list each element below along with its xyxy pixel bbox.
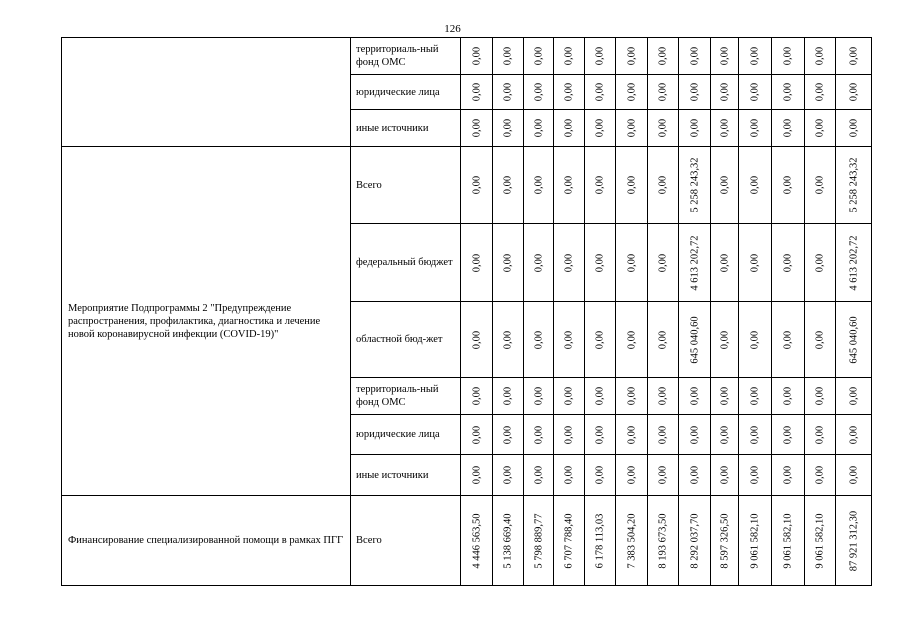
value-text: 0,00 <box>563 330 575 349</box>
value-cell <box>679 38 711 75</box>
value-cell <box>836 302 872 378</box>
value-text: 0,00 <box>533 425 544 444</box>
value-cell <box>772 147 805 224</box>
value-text: 0,00 <box>749 46 761 66</box>
value-text: 0,00 <box>626 82 637 102</box>
value-cell <box>739 415 772 455</box>
value-cell <box>679 147 711 224</box>
value-cell <box>772 38 805 75</box>
value-text: 8 597 326,50 <box>719 512 730 569</box>
value-text: 8 292 037,70 <box>689 512 700 569</box>
value-text: 4 613 202,72 <box>689 234 700 291</box>
value-text: 0,00 <box>657 118 669 138</box>
value-text: 5 138 669,40 <box>502 512 514 569</box>
value-cell <box>648 455 679 496</box>
value-text: 5 798 889,77 <box>533 512 544 569</box>
value-cell <box>524 415 554 455</box>
value-text: 0,00 <box>848 118 859 138</box>
value-cell <box>524 38 554 75</box>
value-text: 0,00 <box>814 46 826 66</box>
value-text: 0,00 <box>626 465 637 485</box>
value-text: 0,00 <box>657 465 669 485</box>
value-cell <box>493 75 524 110</box>
value-cell <box>461 147 493 224</box>
value-text: 0,00 <box>502 386 514 406</box>
value-cell <box>585 302 616 378</box>
value-cell <box>805 302 836 378</box>
value-text: 6 178 113,03 <box>594 513 606 568</box>
value-cell <box>772 110 805 147</box>
value-cell <box>616 75 648 110</box>
value-cell <box>711 455 739 496</box>
value-cell <box>493 110 524 147</box>
funding-source-cell: Всего <box>351 496 461 586</box>
value-cell <box>836 378 872 415</box>
value-text: 0,00 <box>563 175 575 195</box>
value-cell <box>461 224 493 302</box>
value-text: 0,00 <box>657 386 669 406</box>
value-cell <box>616 415 648 455</box>
value-cell <box>836 224 872 302</box>
value-cell <box>679 378 711 415</box>
value-text: 0,00 <box>533 46 544 66</box>
value-text: 0,00 <box>502 175 514 195</box>
value-cell <box>554 455 585 496</box>
value-text: 0,00 <box>594 425 606 444</box>
value-cell <box>836 38 872 75</box>
activity-name-cell: Финансирование специализированной помощи в рамках ПГГ <box>62 496 351 586</box>
value-text: 0,00 <box>626 386 637 406</box>
value-cell <box>493 224 524 302</box>
value-text: 0,00 <box>594 465 606 485</box>
value-cell <box>461 110 493 147</box>
value-cell <box>772 224 805 302</box>
value-text: 0,00 <box>657 330 669 349</box>
table-row <box>62 147 872 224</box>
value-cell <box>493 302 524 378</box>
value-text: 4 446 563,50 <box>471 512 482 569</box>
page-number: 126 <box>444 23 461 35</box>
value-cell <box>739 110 772 147</box>
value-text: 0,00 <box>719 82 730 102</box>
value-text: 0,00 <box>782 253 794 272</box>
value-text: 0,00 <box>626 253 637 272</box>
value-text: 0,00 <box>749 253 761 272</box>
value-text: 0,00 <box>533 330 544 349</box>
value-cell <box>585 224 616 302</box>
value-text: 0,00 <box>719 253 730 272</box>
value-cell <box>524 496 554 586</box>
value-cell <box>616 302 648 378</box>
value-text: 0,00 <box>749 386 761 406</box>
value-text: 0,00 <box>719 46 730 66</box>
value-cell <box>585 378 616 415</box>
value-text: 8 193 673,50 <box>657 512 669 569</box>
value-text: 0,00 <box>626 118 637 138</box>
value-cell <box>772 455 805 496</box>
value-cell <box>554 496 585 586</box>
value-cell <box>554 147 585 224</box>
value-cell <box>805 38 836 75</box>
value-cell <box>461 302 493 378</box>
value-text: 0,00 <box>689 425 700 444</box>
value-text: 0,00 <box>749 82 761 102</box>
value-cell <box>648 378 679 415</box>
value-text: 0,00 <box>471 118 482 138</box>
value-text: 0,00 <box>689 46 700 66</box>
funding-source-cell: территориаль-ный фонд ОМС <box>351 378 461 415</box>
value-text: 0,00 <box>657 253 669 272</box>
value-cell <box>739 147 772 224</box>
value-cell <box>616 147 648 224</box>
value-cell <box>554 302 585 378</box>
value-text: 0,00 <box>689 82 700 102</box>
value-text: 0,00 <box>848 46 859 66</box>
value-cell <box>524 224 554 302</box>
value-text: 0,00 <box>749 175 761 195</box>
activity-name-cell: Мероприятие Подпрограммы 2 "Предупреждение распространения, профилактика, диагностика и лечение новой коронавирусной инфекции (COVID-19)" <box>62 147 351 496</box>
table-row <box>62 496 872 586</box>
value-text: 0,00 <box>533 118 544 138</box>
value-cell <box>711 224 739 302</box>
value-cell <box>648 496 679 586</box>
value-cell <box>493 455 524 496</box>
value-cell <box>739 75 772 110</box>
value-text: 0,00 <box>563 253 575 272</box>
value-text: 0,00 <box>657 46 669 66</box>
value-cell <box>585 496 616 586</box>
value-text: 0,00 <box>533 465 544 485</box>
value-text: 0,00 <box>749 465 761 485</box>
value-cell <box>648 147 679 224</box>
value-cell <box>805 378 836 415</box>
value-text: 0,00 <box>719 425 730 444</box>
value-text: 0,00 <box>471 175 482 195</box>
value-text: 0,00 <box>594 46 606 66</box>
value-text: 0,00 <box>502 118 514 138</box>
value-text: 0,00 <box>471 425 482 444</box>
funding-source-cell: иные источники <box>351 110 461 147</box>
value-cell <box>585 415 616 455</box>
value-text: 0,00 <box>594 253 606 272</box>
value-cell <box>739 302 772 378</box>
value-cell <box>616 496 648 586</box>
value-text: 0,00 <box>814 465 826 485</box>
value-cell <box>679 302 711 378</box>
funding-source-cell: федеральный бюджет <box>351 224 461 302</box>
value-text: 0,00 <box>563 118 575 138</box>
value-text: 0,00 <box>563 386 575 406</box>
value-text: 0,00 <box>533 253 544 272</box>
value-cell <box>461 415 493 455</box>
value-cell <box>554 110 585 147</box>
value-cell <box>493 147 524 224</box>
value-text: 0,00 <box>814 386 826 406</box>
value-text: 9 061 582,10 <box>814 512 826 569</box>
value-text: 0,00 <box>689 118 700 138</box>
value-text: 645 040,60 <box>848 315 859 364</box>
funding-source-cell: областной бюд-жет <box>351 302 461 378</box>
value-cell <box>836 415 872 455</box>
value-cell <box>805 455 836 496</box>
value-text: 0,00 <box>749 330 761 349</box>
value-text: 0,00 <box>563 465 575 485</box>
value-cell <box>524 110 554 147</box>
value-cell <box>554 38 585 75</box>
value-cell <box>524 378 554 415</box>
value-cell <box>616 110 648 147</box>
value-cell <box>772 378 805 415</box>
value-text: 0,00 <box>689 386 700 406</box>
value-cell <box>554 224 585 302</box>
budget-table <box>61 37 872 586</box>
value-cell <box>493 38 524 75</box>
value-text: 0,00 <box>782 386 794 406</box>
funding-source-cell: юридические лица <box>351 75 461 110</box>
value-cell <box>648 224 679 302</box>
value-text: 0,00 <box>594 386 606 406</box>
funding-source-cell: территориаль-ный фонд ОМС <box>351 38 461 75</box>
value-cell <box>739 455 772 496</box>
value-text: 0,00 <box>471 330 482 349</box>
value-cell <box>554 75 585 110</box>
value-cell <box>679 496 711 586</box>
value-text: 0,00 <box>471 465 482 485</box>
value-cell <box>493 378 524 415</box>
value-text: 0,00 <box>563 425 575 444</box>
value-text: 87 921 312,30 <box>848 510 859 571</box>
value-text: 0,00 <box>719 330 730 349</box>
value-cell <box>524 455 554 496</box>
value-text: 0,00 <box>814 253 826 272</box>
value-cell <box>648 38 679 75</box>
value-cell <box>648 415 679 455</box>
value-text: 0,00 <box>848 82 859 102</box>
value-text: 0,00 <box>689 465 700 485</box>
value-text: 0,00 <box>719 386 730 406</box>
value-text: 0,00 <box>502 465 514 485</box>
value-cell <box>616 455 648 496</box>
value-text: 0,00 <box>471 82 482 102</box>
value-text: 0,00 <box>594 82 606 102</box>
value-cell <box>739 38 772 75</box>
value-text: 0,00 <box>563 82 575 102</box>
value-text: 0,00 <box>594 175 606 195</box>
value-cell <box>461 455 493 496</box>
value-cell <box>711 415 739 455</box>
value-text: 0,00 <box>502 253 514 272</box>
value-text: 7 383 504,20 <box>626 512 637 569</box>
value-text: 0,00 <box>502 46 514 66</box>
value-cell <box>739 496 772 586</box>
value-text: 0,00 <box>749 425 761 444</box>
value-text: 0,00 <box>814 175 826 195</box>
value-text: 0,00 <box>814 118 826 138</box>
value-cell <box>836 147 872 224</box>
value-cell <box>805 224 836 302</box>
value-text: 0,00 <box>626 175 637 195</box>
value-cell <box>805 496 836 586</box>
value-cell <box>739 378 772 415</box>
value-cell <box>805 75 836 110</box>
value-cell <box>836 496 872 586</box>
value-text: 0,00 <box>719 175 730 195</box>
value-text: 0,00 <box>626 330 637 349</box>
value-cell <box>711 147 739 224</box>
value-text: 9 061 582,10 <box>782 512 794 569</box>
value-cell <box>711 110 739 147</box>
value-text: 0,00 <box>782 425 794 444</box>
value-text: 4 613 202,72 <box>848 234 859 291</box>
value-cell <box>648 110 679 147</box>
value-text: 0,00 <box>848 425 859 444</box>
value-text: 5 258 243,32 <box>848 157 859 213</box>
value-cell <box>554 378 585 415</box>
value-text: 0,00 <box>719 465 730 485</box>
value-cell <box>739 224 772 302</box>
value-cell <box>772 302 805 378</box>
value-text: 6 707 788,40 <box>563 512 575 569</box>
value-cell <box>493 415 524 455</box>
value-text: 0,00 <box>782 118 794 138</box>
value-cell <box>679 455 711 496</box>
funding-source-cell: иные источники <box>351 455 461 496</box>
value-cell <box>524 75 554 110</box>
value-cell <box>524 302 554 378</box>
value-cell <box>585 147 616 224</box>
value-cell <box>616 378 648 415</box>
value-text: 0,00 <box>502 330 514 349</box>
value-cell <box>679 224 711 302</box>
value-text: 0,00 <box>814 82 826 102</box>
value-text: 0,00 <box>657 175 669 195</box>
value-text: 0,00 <box>533 175 544 195</box>
value-text: 0,00 <box>814 425 826 444</box>
funding-source-cell: Всего <box>351 147 461 224</box>
table-row <box>62 38 872 75</box>
value-text: 0,00 <box>533 82 544 102</box>
value-cell <box>711 302 739 378</box>
value-cell <box>805 110 836 147</box>
value-text: 0,00 <box>657 425 669 444</box>
value-text: 0,00 <box>657 82 669 102</box>
value-cell <box>772 415 805 455</box>
value-text: 645 040,60 <box>689 315 700 364</box>
value-text: 0,00 <box>782 175 794 195</box>
value-cell <box>772 496 805 586</box>
value-text: 0,00 <box>848 386 859 406</box>
value-cell <box>616 224 648 302</box>
value-text: 0,00 <box>782 330 794 349</box>
value-cell <box>805 147 836 224</box>
value-cell <box>524 147 554 224</box>
value-cell <box>585 38 616 75</box>
value-cell <box>461 38 493 75</box>
value-cell <box>461 378 493 415</box>
value-cell <box>711 38 739 75</box>
value-text: 0,00 <box>594 118 606 138</box>
value-text: 0,00 <box>719 118 730 138</box>
value-text: 0,00 <box>471 386 482 406</box>
value-text: 5 258 243,32 <box>689 157 700 213</box>
value-cell <box>648 302 679 378</box>
value-text: 0,00 <box>848 465 859 485</box>
value-cell <box>679 415 711 455</box>
value-cell <box>711 496 739 586</box>
activity-name-cell <box>62 38 351 147</box>
value-text: 0,00 <box>626 46 637 66</box>
funding-source-cell: юридические лица <box>351 415 461 455</box>
value-cell <box>585 75 616 110</box>
value-cell <box>493 496 524 586</box>
value-cell <box>772 75 805 110</box>
value-cell <box>836 75 872 110</box>
value-text: 0,00 <box>502 82 514 102</box>
value-text: 0,00 <box>814 330 826 349</box>
value-cell <box>461 75 493 110</box>
value-text: 0,00 <box>502 425 514 444</box>
value-cell <box>616 38 648 75</box>
value-text: 0,00 <box>782 82 794 102</box>
value-text: 0,00 <box>782 46 794 66</box>
value-cell <box>554 415 585 455</box>
value-text: 0,00 <box>782 465 794 485</box>
value-text: 0,00 <box>626 425 637 444</box>
value-cell <box>648 75 679 110</box>
value-text: 9 061 582,10 <box>749 512 761 569</box>
value-text: 0,00 <box>471 253 482 272</box>
value-cell <box>711 75 739 110</box>
value-cell <box>461 496 493 586</box>
value-text: 0,00 <box>594 330 606 349</box>
value-text: 0,00 <box>563 46 575 66</box>
value-cell <box>585 455 616 496</box>
value-cell <box>679 75 711 110</box>
value-text: 0,00 <box>749 118 761 138</box>
value-cell <box>585 110 616 147</box>
value-text: 0,00 <box>471 46 482 66</box>
value-cell <box>836 455 872 496</box>
value-cell <box>836 110 872 147</box>
value-cell <box>805 415 836 455</box>
value-cell <box>711 378 739 415</box>
value-text: 0,00 <box>533 386 544 406</box>
value-cell <box>679 110 711 147</box>
